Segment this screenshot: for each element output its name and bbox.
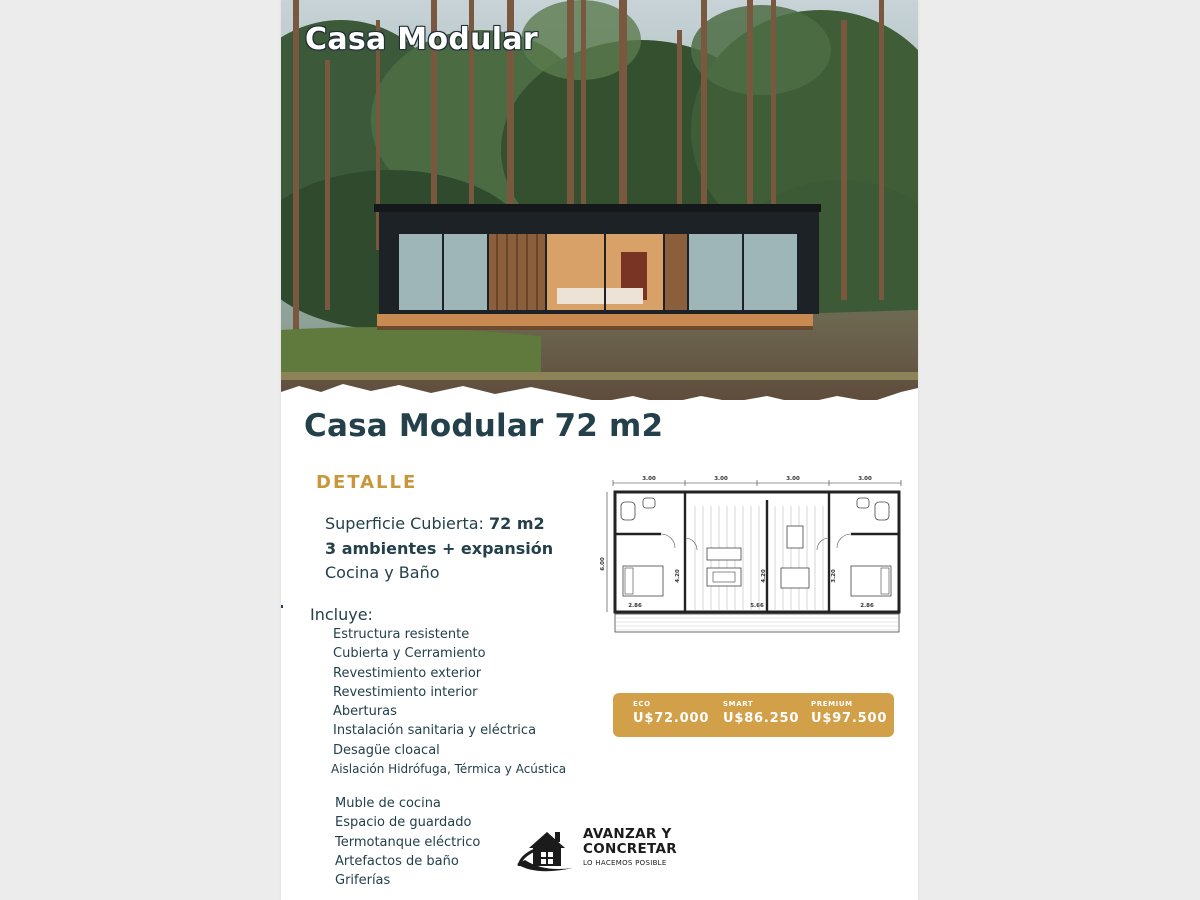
hero-title: Casa Modular [305, 22, 539, 57]
list-item: Espacio de guardado [335, 815, 472, 831]
price-tier-label: PREMIUM [811, 700, 853, 708]
includes-list [333, 625, 566, 779]
list-item: Griferías [335, 873, 391, 889]
price-value: U$97.500 [811, 711, 888, 726]
list-item: Cubierta y Cerramiento [333, 646, 486, 662]
hero-photo [281, 0, 918, 420]
area-value: 72 m2 [489, 514, 545, 533]
brochure-page [281, 0, 918, 900]
price-premium [811, 700, 887, 728]
price-value: U$86.250 [723, 711, 800, 726]
list-item: Desagüe cloacal [333, 742, 440, 758]
includes-heading: Incluye: [310, 605, 373, 624]
price-tier-label: ECO [633, 700, 651, 708]
price-badge [613, 693, 894, 737]
dim-top-3: 3.00 [786, 476, 800, 482]
forest-house-illustration [281, 0, 918, 420]
floor-plan [599, 472, 905, 640]
logo-tagline: LO HACEMOS POSIBLE [583, 859, 667, 867]
price-value: U$72.000 [633, 711, 710, 726]
stray-mark [281, 605, 283, 608]
list-item: Revestimiento interior [333, 684, 478, 700]
list-item: Instalación sanitaria y eléctrica [333, 723, 537, 739]
logo-line-2: CONCRETAR [583, 841, 677, 857]
list-item: Artefactos de baño [335, 853, 459, 869]
list-item: Termotanque eléctrico [335, 834, 481, 850]
dim-bottom-3: 2.86 [860, 603, 874, 609]
area-label: Superficie Cubierta: [325, 514, 490, 533]
list-item: Aislación Hidrófuga, Térmica y Acústica [331, 762, 567, 777]
logo-line-1: AVANZAR Y [583, 826, 672, 842]
company-logo [515, 826, 685, 876]
dim-inner-2: 4.20 [761, 569, 767, 583]
kitchen-bath-spec: Cocina y Baño [325, 563, 440, 582]
dim-bottom-2: 5.66 [750, 603, 764, 609]
dim-side: 6.00 [600, 557, 606, 571]
house-logo-icon [515, 826, 579, 874]
price-tier-label: SMART [723, 700, 754, 708]
dim-bottom-1: 2.86 [628, 603, 642, 609]
detail-heading: DETALLE [316, 472, 418, 493]
dim-top-2: 3.00 [714, 476, 728, 482]
list-item: Aberturas [333, 704, 397, 720]
page-title: Casa Modular 72 m2 [304, 408, 664, 444]
list-item: Revestimiento exterior [333, 665, 482, 681]
dim-top-1: 3.00 [642, 476, 656, 482]
floor-plan-drawing [599, 472, 905, 640]
extras-list [335, 794, 480, 890]
rooms-spec: 3 ambientes + expansión [325, 539, 554, 558]
dim-inner-1: 4.20 [675, 569, 681, 583]
list-item: Muble de cocina [335, 796, 441, 811]
area-spec [325, 514, 545, 533]
dim-inner-3: 3.20 [831, 569, 837, 583]
dim-top-4: 3.00 [858, 476, 872, 482]
price-smart [723, 700, 799, 728]
price-eco [633, 700, 709, 728]
list-item: Estructura resistente [333, 627, 470, 642]
